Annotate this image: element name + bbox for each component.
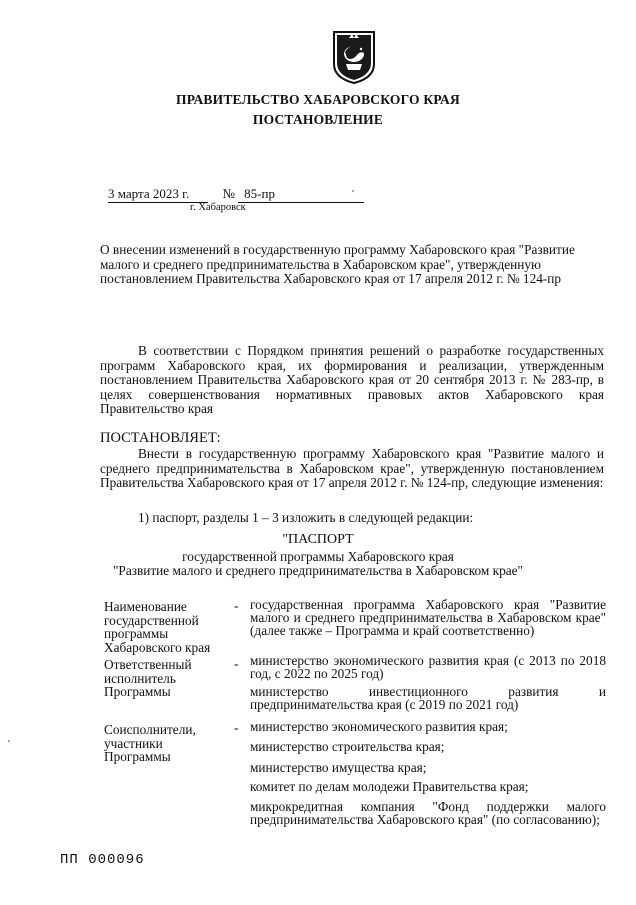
resolution-subitem: 1) паспорт, разделы 1 – 3 изложить в следующей редакции: xyxy=(138,510,474,525)
coat-of-arms-icon xyxy=(332,30,376,84)
preamble: В соответствии с Порядком принятия решений о разработке государственных программ Хабаровского края, их формирования и реализации, утвержденным постановлением Правительства Хабаровского края от 20 сентября 2013 г. № 283-пр, в целях совершенствования нормативных правовых актов Хабаровского края Правительство края xyxy=(100,343,604,417)
passport-row-value: министерство строительства края; xyxy=(250,739,445,754)
passport-row-value: министерство экономического развития края; xyxy=(250,719,508,734)
form-code: ПП 000096 xyxy=(60,852,145,868)
passport-row-dash: - xyxy=(234,598,239,613)
passport-row-dash: - xyxy=(234,656,239,671)
passport-row-value: министерство имущества края; xyxy=(250,760,427,775)
passport-row-dash: - xyxy=(234,720,239,735)
government-title: ПРАВИТЕЛЬСТВО ХАБАРОВСКОГО КРАЯ xyxy=(176,92,460,107)
scan-speck xyxy=(8,740,10,742)
passport-row-value: государственная программа Хабаровского края "Развитие малого и среднего предпринимательства в Хабаровском крае" (далее также – Программа и край соответственно) xyxy=(250,597,606,638)
passport-row-value: министерство экономического развития края (с 2013 по 2018 год, с 2022 по 2025 год) xyxy=(250,653,606,681)
document-date: 3 марта 2023 г. xyxy=(108,186,208,203)
passport-row-label: Соисполнители, участники Программы xyxy=(104,722,196,764)
document-type: ПОСТАНОВЛЕНИЕ xyxy=(252,112,384,127)
number-sign: № xyxy=(222,186,235,201)
document-subject: О внесении изменений в государственную программу Хабаровского края "Развитие малого и среднего предпринимательства в Хабаровском крае", утвержденную постановлением Правительства Хабаровского края от 17 апреля 2012 г. № 124-пр xyxy=(100,242,575,286)
passport-title: "ПАСПОРТ xyxy=(282,532,354,547)
passport-row-label: Ответственный исполнитель Программы xyxy=(104,657,192,699)
document-city: г. Хабаровск xyxy=(190,202,246,213)
resolution-item: Внести в государственную программу Хабаровского края "Развитие малого и среднего предпринимательства в Хабаровском крае", утвержденную постановлением Правительства Хабаровского края от 17 апреля 2012 г. № 124-пр, следующие изменения: xyxy=(100,446,604,491)
passport-row-label: Наименование государственной программы Хабаровского края xyxy=(104,599,211,655)
document-number: 85-пр xyxy=(238,186,364,203)
passport-row-value: министерство инвестиционного развития и предпринимательства края (с 2019 по 2021 год) xyxy=(250,684,606,712)
resolve-word: ПОСТАНОВЛЯЕТ: xyxy=(100,430,221,446)
document-date-number xyxy=(108,186,364,203)
passport-subtitle-1: государственной программы Хабаровского края xyxy=(182,549,454,564)
passport-row-value: комитет по делам молодежи Правительства края; xyxy=(250,779,529,794)
scan-speck xyxy=(352,190,354,192)
passport-row-value: микрокредитная компания "Фонд поддержки малого предпринимательства Хабаровского края" (по согласованию); xyxy=(250,799,606,827)
passport-subtitle-2: "Развитие малого и среднего предпринимательства в Хабаровском крае" xyxy=(113,563,523,578)
